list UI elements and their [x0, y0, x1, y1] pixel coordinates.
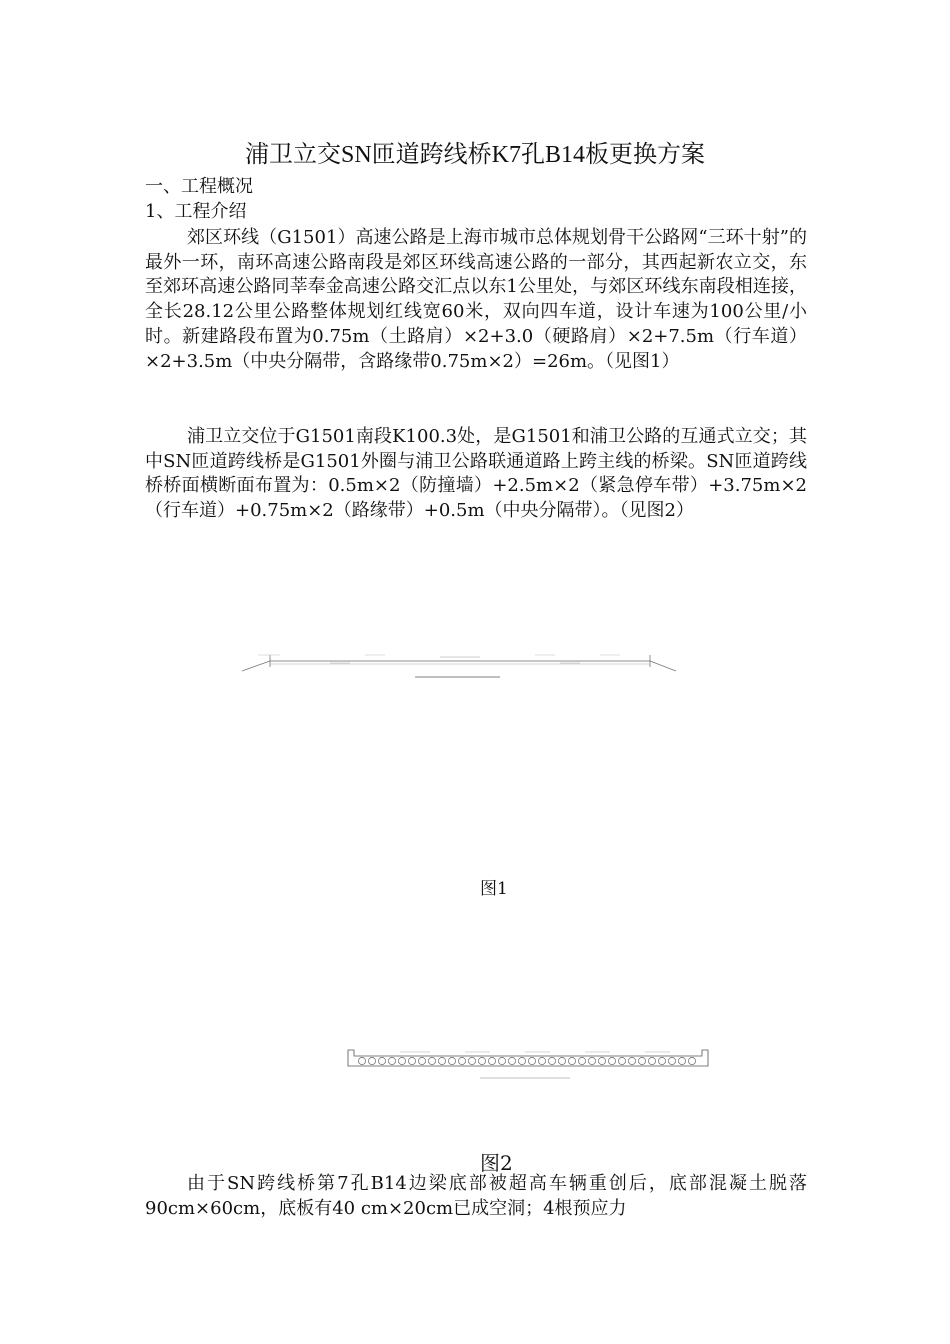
slab-void-circle	[498, 1057, 505, 1064]
slab-void-circle	[558, 1057, 565, 1064]
slab-void-circle	[368, 1057, 375, 1064]
slab-void-circle	[468, 1057, 475, 1064]
paragraph-interchange: 浦卫立交位于G1501南段K100.3处，是G1501和浦卫公路的互通式立交；其中SN匝道跨线桥是G1501外圈与浦卫公路联通道路上跨主线的桥梁。SN匝道跨线桥桥面横断面布置为：0.5m×2（防撞墙）+2.5m×2（紧急停车带）+3.75m×2（行车道）+0.75m×2（路缘带）+0.5m（中央分隔带）。（见图2）	[145, 426, 807, 521]
slab-void-circle	[538, 1057, 545, 1064]
slab-void-circle	[688, 1057, 695, 1064]
slab-void-circle	[418, 1057, 425, 1064]
slab-void-circle	[528, 1057, 535, 1064]
paragraph-damage: 由于SN跨线桥第7孔B14边梁底部被超高车辆重创后，底部混凝土脱落90cm×60cm，底板有40 cm×20cm已成空洞；4根预应力	[145, 1173, 807, 1219]
slab-void-circle	[518, 1057, 525, 1064]
slab-void-circle	[568, 1057, 575, 1064]
slab-void-circle	[458, 1057, 465, 1064]
slab-void-circle	[448, 1057, 455, 1064]
figure-1-caption: 图1	[480, 879, 508, 899]
slab-void-circle	[588, 1057, 595, 1064]
slab-void-circle	[668, 1057, 675, 1064]
slab-void-circle	[648, 1057, 655, 1064]
section-heading: 一、工程概况	[145, 176, 253, 197]
slab-void-circle	[618, 1057, 625, 1064]
slab-void-circle	[638, 1057, 645, 1064]
slab-void-circle	[478, 1057, 485, 1064]
slab-void-circle	[578, 1057, 585, 1064]
slab-void-circle	[548, 1057, 555, 1064]
slab-void-circle	[388, 1057, 395, 1064]
subsection-heading: 1、工程介绍	[145, 201, 247, 222]
slab-void-circle	[378, 1057, 385, 1064]
figure-1-road-cross-section	[240, 645, 680, 685]
figure-2-bridge-cross-section	[340, 1046, 720, 1086]
slab-void-circle	[358, 1057, 365, 1064]
slab-void-circle	[678, 1057, 685, 1064]
slab-void-circle	[438, 1057, 445, 1064]
slab-void-circle	[488, 1057, 495, 1064]
slab-void-circle	[608, 1057, 615, 1064]
slab-void-circle	[398, 1057, 405, 1064]
slab-void-circle	[598, 1057, 605, 1064]
slab-void-circle	[508, 1057, 515, 1064]
document-title: 浦卫立交SN匝道跨线桥K7孔B14板更换方案	[244, 142, 706, 168]
slab-void-circle	[658, 1057, 665, 1064]
figure-2-caption: 图2	[480, 1151, 513, 1175]
slab-void-circle	[408, 1057, 415, 1064]
paragraph-intro: 郊区环线（G1501）高速公路是上海市城市总体规划骨干公路网“三环十射”的最外一环，南环高速公路南段是郊区环线高速公路的一部分，其西起新农立交，东至郊环高速公路同莘奉金高速公路交汇点以东1公里处，与郊区环线东南段相连接，全长28.12公里公路整体规划红线宽60米，双向四车道，设计车速为100公里/小时。新建路段布置为0.75m（土路肩）×2+3.0（硬路肩）×2+7.5m（行车道）×2+3.5m（中央分隔带，含路缘带0.75m×2）=26m。（见图1）	[145, 227, 807, 372]
slab-void-circle	[628, 1057, 635, 1064]
slab-void-circle	[428, 1057, 435, 1064]
